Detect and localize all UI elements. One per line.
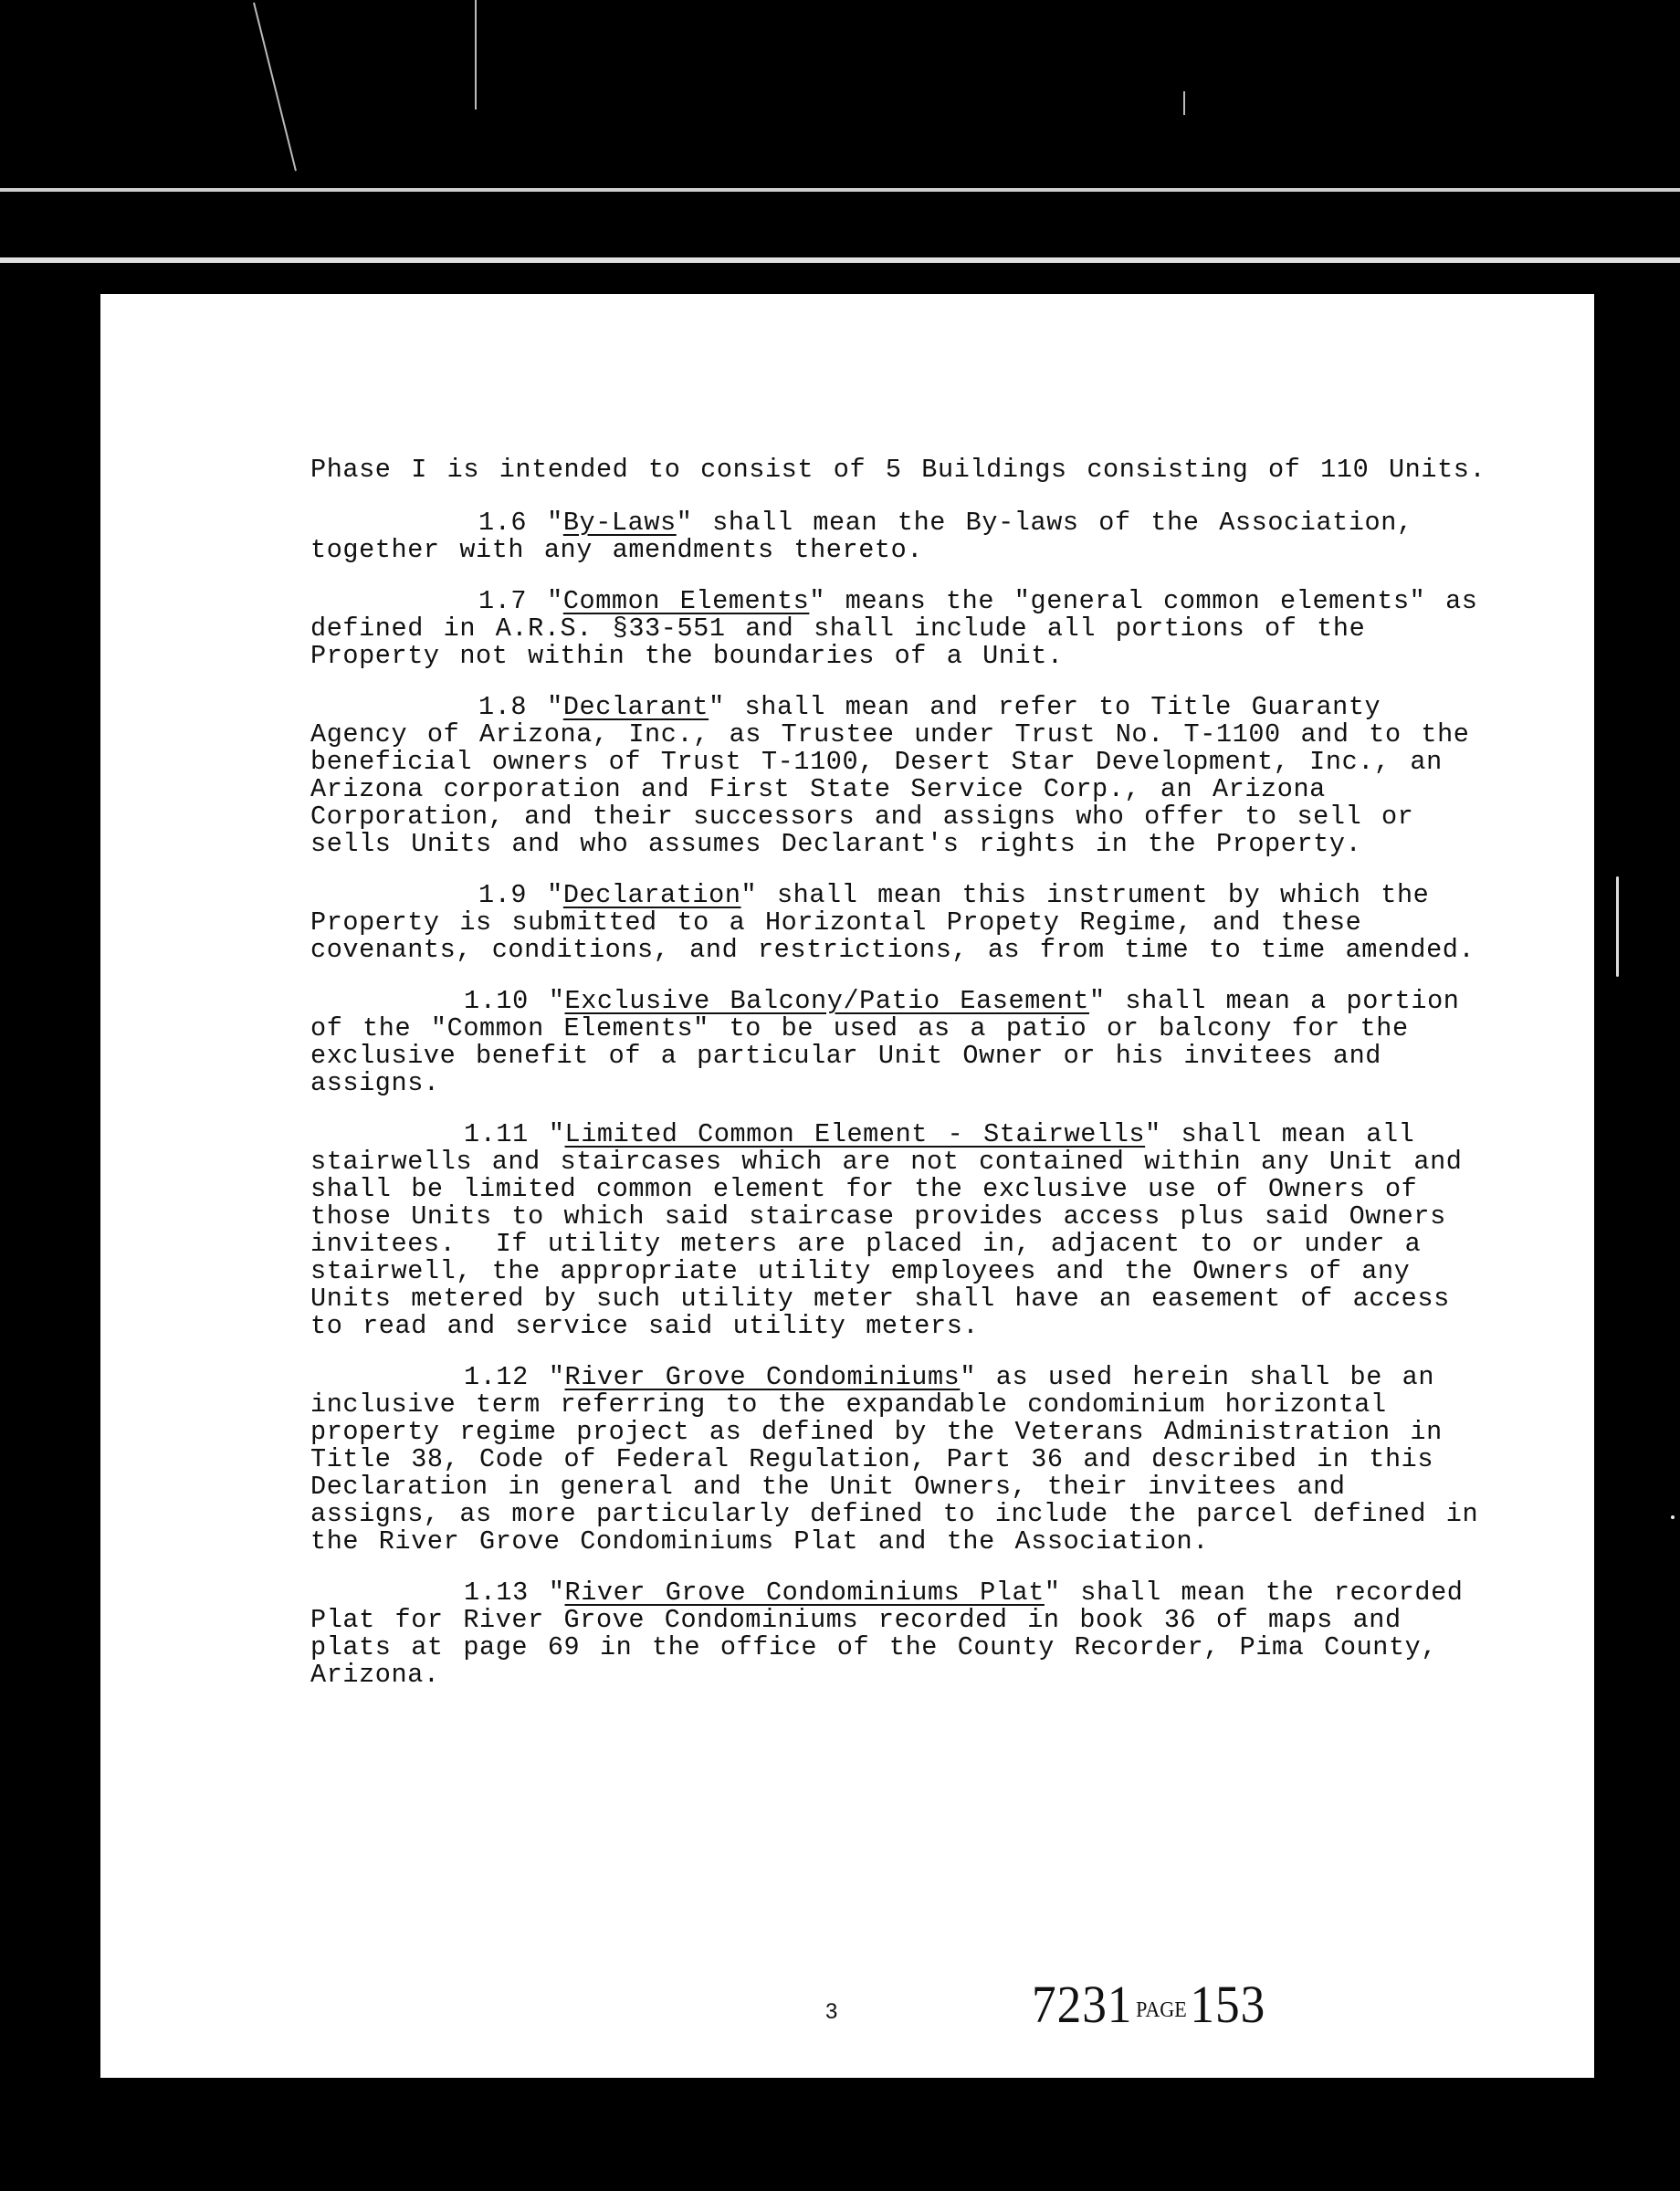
scan-scratch	[475, 0, 477, 110]
defined-term: By-Laws	[562, 508, 677, 538]
section-number: 1.11	[464, 1119, 529, 1149]
paragraph-text: Phase I is intended to consist of 5 Buildings consisting of 110 Units.	[310, 455, 1486, 485]
section-number: 1.8	[478, 692, 528, 722]
definition-declarant: 1.8 "Declarant" shall mean and refer to Title Guaranty Agency of Arizona, Inc., as Trustee under Trust No. T-1100 and to the beneficial owners of Trust T-1100, Desert Star Development, Inc., an Arizona corporation and First State Service Corp., an Arizona Corporation, and their successors and assigns who offer to sell or sells Units and who assumes Declarant's rights in the Property.	[310, 692, 1490, 859]
scan-scratch	[1616, 876, 1619, 977]
section-number: 1.7	[478, 586, 528, 616]
scan-band-bottom	[0, 257, 1680, 263]
document-body	[310, 455, 1498, 1713]
recording-stamp	[1032, 1974, 1265, 2035]
definition-declaration: 1.9 "Declaration" shall mean this instrument by which the Property is submitted to a Horizontal Propety Regime, and these covenants, conditions, and restrictions, as from time to time amended.	[310, 880, 1475, 965]
definition-limited-common-element: 1.11 "Limited Common Element - Stairwells" shall mean all stairwells and staircases which are not contained within any Unit and shall be limited common element for the exclusive use of Owners of those Units to which said staircase provides access plus said Owners invitees. If utility meters are placed in, adjacent to or under a stairwell, the appropriate utility employees and the Owners of any Units metered by such utility meter shall have an easement of access to read and service said utility meters.	[310, 1119, 1483, 1341]
definition-text: " as used herein shall be an inclusive term referring to the expandable condominium horizontal property regime project as defined by the Veterans Administration in Title 38, Code of Federal Regulation, Part 36 and described in this Declaration in general and the Unit Owners, their invitees and assigns, as more particularly defined to include the parcel defined in the River Grove Condominiums Plat and the Association.	[310, 1362, 1498, 1557]
stamp-book-number: 7231	[1032, 1975, 1133, 2034]
stamp-page-number: 153	[1190, 1975, 1266, 2034]
page-number: 3	[825, 1999, 838, 2024]
defined-term: Common Elements	[562, 586, 810, 616]
definition-exclusive-balcony: 1.10 "Exclusive Balcony/Patio Easement" shall mean a portion of the "Common Elements" to be used as a patio or balcony for the exclusive benefit of a particular Unit Owner or his invitees and assigns.	[310, 986, 1480, 1098]
defined-term: Exclusive Balcony/Patio Easement	[564, 986, 1090, 1016]
definition-common-elements: 1.7 "Common Elements" means the "general common elements" as defined in A.R.S. §33-551 and shall include all portions of the Property not within the boundaries of a Unit.	[310, 586, 1498, 671]
scan-band-top	[0, 188, 1680, 192]
defined-term: River Grove Condominiums	[564, 1362, 961, 1392]
scan-scratch	[253, 3, 297, 172]
defined-term: Declarant	[562, 692, 709, 722]
definition-by-laws: 1.6 "By-Laws" shall mean the By-laws of the Association, together with any amendments thereto.	[310, 508, 1433, 565]
definition-text: " shall mean all stairwells and staircases which are not contained within any Unit and shall be limited common element for the exclusive use of Owners of those Units to which said staircase provides access plus said Owners invitees. If utility meters are placed in, adjacent to or under a stairwell, the appropriate utility employees and the Owners of any Units metered by such utility meter shall have an easement of access to read and service said utility meters.	[310, 1119, 1483, 1341]
definition-text: " shall mean a portion of the "Common Elements" to be used as a patio or balcony for the exclusive benefit of a particular Unit Owner or his invitees and assigns.	[310, 986, 1480, 1098]
definition-text: " shall mean the recorded Plat for River Grove Condominiums recorded in book 36 of maps and plats at page 69 in the office of the County Recorder, Pima County, Arizona.	[310, 1578, 1484, 1690]
definition-river-grove-plat: 1.13 "River Grove Condominiums Plat" shall mean the recorded Plat for River Grove Condominiums recorded in book 36 of maps and plats at page 69 in the office of the County Recorder, Pima County, Arizona.	[310, 1578, 1484, 1690]
document-page	[100, 294, 1594, 2078]
definition-text: " shall mean this instrument by which the Property is submitted to a Horizontal Propety Regime, and these covenants, conditions, and restrictions, as from time to time amended.	[310, 880, 1475, 965]
paragraph-intro	[310, 456, 1488, 484]
definition-text: " means the "general common elements" as defined in A.R.S. §33-551 and shall include all portions of the Property not within the boundaries of a Unit.	[310, 586, 1498, 671]
section-number: 1.10	[464, 986, 529, 1016]
defined-term: River Grove Condominiums Plat	[564, 1578, 1045, 1608]
defined-term: Limited Common Element - Stairwells	[564, 1119, 1146, 1149]
section-number: 1.9	[478, 880, 528, 910]
stamp-page-label: PAGE	[1136, 1998, 1187, 2022]
defined-term: Declaration	[562, 880, 741, 910]
section-number: 1.12	[464, 1362, 529, 1392]
section-number: 1.13	[464, 1578, 529, 1608]
section-number: 1.6	[478, 508, 528, 538]
scan-dot	[1671, 1515, 1675, 1519]
definition-river-grove-condominiums: 1.12 "River Grove Condominiums" as used herein shall be an inclusive term referring to the expandable condominium horizontal property regime project as defined by the Veterans Administration in Title 38, Code of Federal Regulation, Part 36 and described in this Declaration in general and the Unit Owners, their invitees and assigns, as more particularly defined to include the parcel defined in the River Grove Condominiums Plat and the Association.	[310, 1362, 1498, 1557]
definition-text: " shall mean and refer to Title Guaranty Agency of Arizona, Inc., as Trustee under Trust No. T-1100 and to the beneficial owners of Trust T-1100, Desert Star Development, Inc., an Arizona corporation and First State Service Corp., an Arizona Corporation, and their successors and assigns who offer to sell or sells Units and who assumes Declarant's rights in the Property.	[310, 692, 1490, 859]
definition-text: " shall mean the By-laws of the Association, together with any amendments thereto.	[310, 508, 1433, 565]
scan-scratch	[1183, 91, 1185, 115]
